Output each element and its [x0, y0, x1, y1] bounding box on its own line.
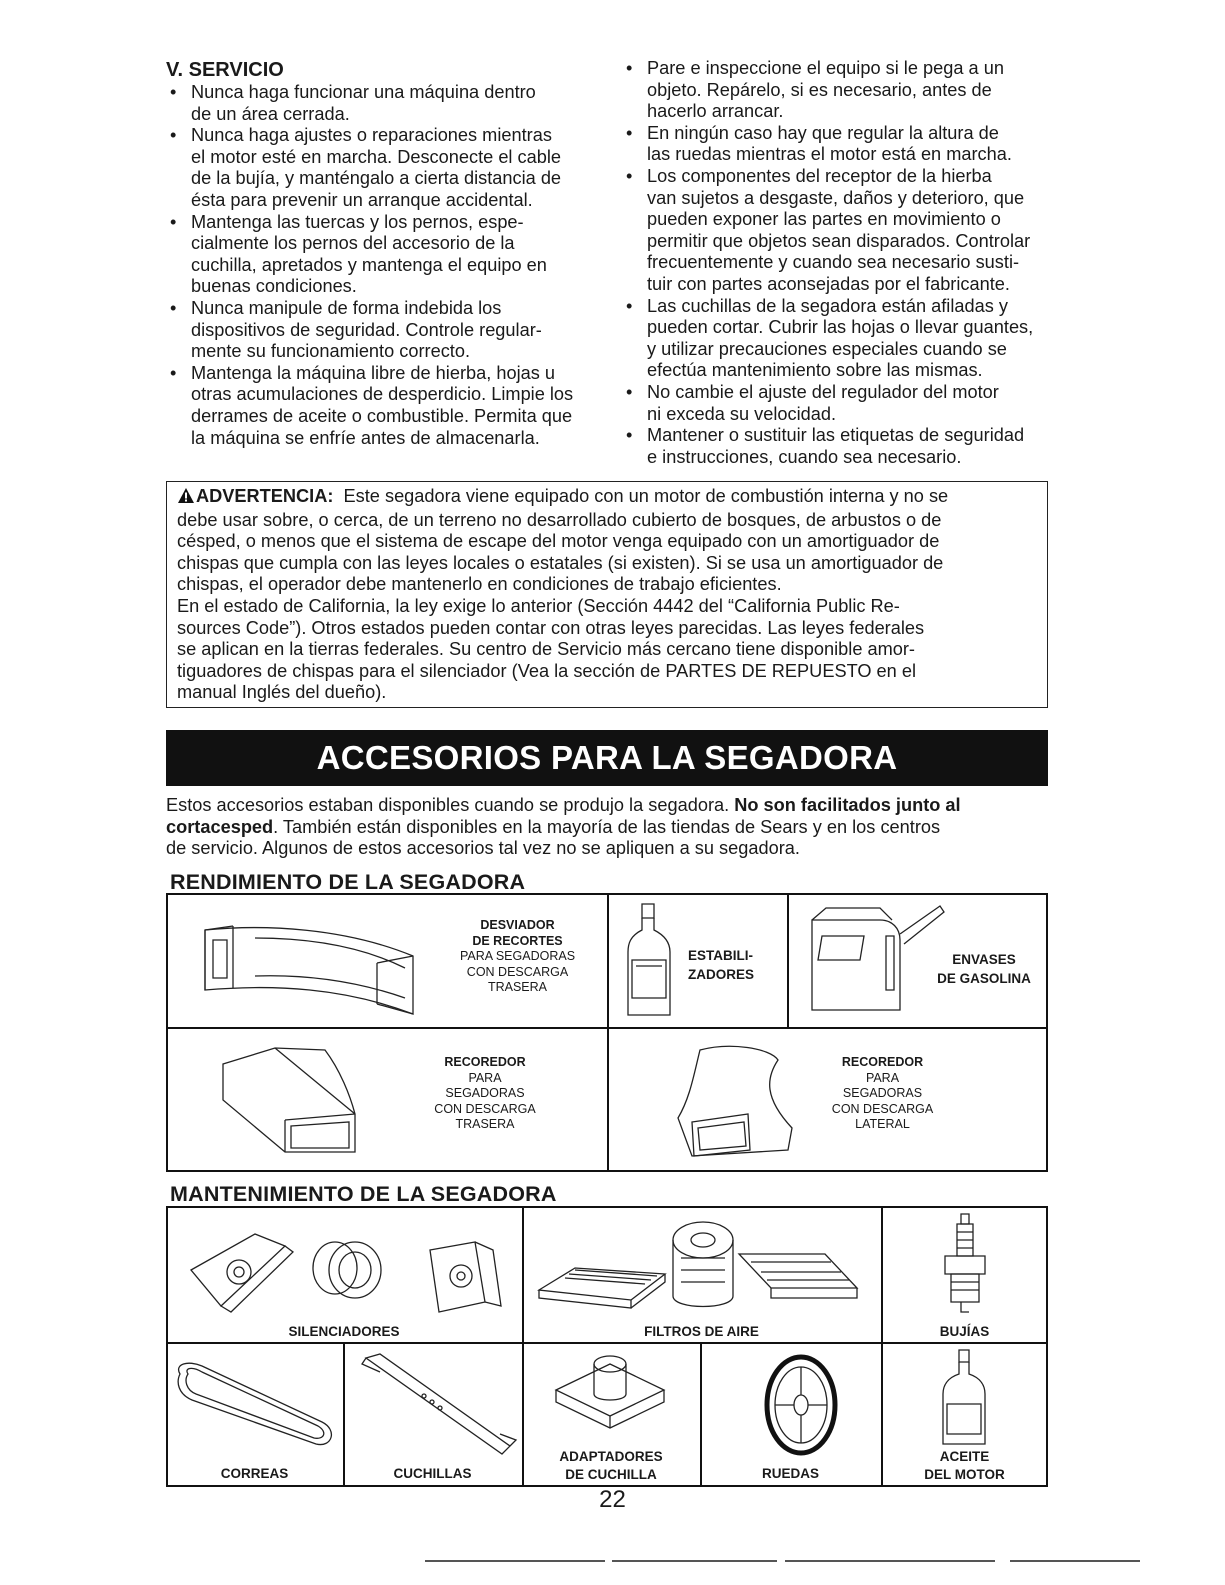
estabilizadores-caption: ESTABILI- ZADORES	[688, 948, 755, 982]
list-item: • Nunca manipule de forma indebida los dispositivos de seguridad. Controle regular- mente su funcionamiento correcto.	[166, 298, 606, 363]
list-item: • Pare e inspeccione el equipo si le pega a un objeto. Repárelo, si es necesario, antes de hacerlo arrancar.	[622, 58, 1052, 123]
warning-box	[166, 481, 1048, 708]
servicio-right-list	[622, 58, 1052, 468]
belt-illustration	[172, 1360, 337, 1450]
divider	[522, 1206, 524, 1487]
list-item: • Las cuchillas de la segadora están afiladas y pueden cortar. Cubrir las hojas o llevar guantes, y utilizar precauciones especiales cuando se efectúa mantenimiento sobre las mismas.	[622, 296, 1052, 382]
list-item: • Los componentes del receptor de la hierba van sujetos a desgaste, daños y deterioro, que pueden exponer las partes en movimiento o permitir que objetos sean disparados. Controlar frecuentemente y cuando sea necesario susti- tuir con partes aconsejadas por el fabricante.	[622, 166, 1052, 296]
rear-bagger-illustration	[215, 1040, 365, 1165]
discharge-deflector-illustration	[195, 918, 425, 1028]
servicio-left-column	[166, 58, 606, 449]
warning-line: se aplican en la tierras federales. Su centro de Servicio más cercano tiene disponible amor-	[177, 639, 915, 660]
air-filter-illustration	[535, 1218, 870, 1318]
filtros-label: FILTROS DE AIRE	[644, 1324, 759, 1339]
warning-line: debe usar sobre, o cerca, de un terreno no desarrollado cubierto de bosques, de arbustos o de	[177, 509, 942, 530]
accessories-banner: ACCESORIOS PARA LA SEGADORA	[166, 730, 1048, 786]
list-item: • Mantenga las tuercas y los pernos, espe- cialmente los pernos del accesorio de la cuchilla, apretados y mantenga el equipo en buenas condiciones.	[166, 212, 606, 298]
recoredor-lateral-caption: RECOREDOR PARA SEGADORAS CON DESCARGA LATERAL	[831, 1055, 934, 1131]
warning-line: manual Inglés del dueño).	[177, 682, 387, 703]
scan-artifact	[785, 1560, 995, 1562]
muffler-illustration	[185, 1220, 515, 1320]
cuchillas-label: CUCHILLAS	[393, 1466, 472, 1481]
correas-label: CORREAS	[220, 1466, 289, 1481]
envases-caption: ENVASES DE GASOLINA	[937, 952, 1031, 986]
list-item: • Mantenga la máquina libre de hierba, hojas u otras acumulaciones de desperdicio. Limpie los derrames de aceite o combustible. Permita que la máquina se enfríe antes de almacenarla.	[166, 363, 606, 449]
warning-heading: ADVERTENCIA:	[196, 486, 334, 506]
warning-line: chispas, el operador debe mantenerlo en condiciones de trabajo eficientes.	[177, 574, 782, 595]
bujias-label: BUJÍAS	[939, 1324, 990, 1339]
scan-artifact	[1010, 1560, 1140, 1562]
aceite-caption: ACEITE DEL MOTOR	[924, 1449, 1005, 1482]
list-item: • Mantener o sustituir las etiquetas de seguridad e instrucciones, cuando sea necesario.	[622, 425, 1052, 468]
warning-line: sources Code”). Otros estados pueden contar con otras leyes parecidas. Las leyes federales	[177, 617, 925, 638]
recoredor-trasera-caption: RECOREDOR PARA SEGADORAS CON DESCARGA TRASERA	[434, 1055, 536, 1131]
servicio-right-column	[622, 58, 1052, 468]
warning-line: ADVERTENCIA: Este segadora viene equipado con un motor de combustión interna y no se	[177, 486, 1037, 510]
scan-artifact	[612, 1560, 777, 1562]
page-number: 22	[599, 1486, 626, 1513]
stabilizer-bottle-illustration	[620, 900, 680, 1020]
divider	[166, 1342, 1048, 1344]
divider	[881, 1206, 883, 1487]
blade-illustration	[360, 1350, 520, 1460]
warning-line: tiguadores de chispas para el silenciador (Vea la sección de PARTES DE REPUESTO en el	[177, 660, 916, 681]
list-item: • No cambie el ajuste del regulador del motor ni exceda su velocidad.	[622, 382, 1052, 425]
mantenimiento-title: MANTENIMIENTO DE LA SEGADORA	[170, 1182, 557, 1206]
side-bagger-illustration	[670, 1038, 800, 1163]
warning-line: césped, o menos que el sistema de escape del motor venga equipado con un amortiguador de	[177, 531, 940, 552]
wheel-illustration	[755, 1350, 845, 1460]
ruedas-label: RUEDAS	[761, 1466, 819, 1481]
rendimiento-title: RENDIMIENTO DE LA SEGADORA	[170, 870, 526, 894]
list-item: • En ningún caso hay que regular la altura de las ruedas mientras el motor está en marcha.	[622, 123, 1052, 166]
warning-line: En el estado de California, la ley exige lo anterior (Sección 4442 del “California Public Re-	[177, 595, 900, 616]
desviador-caption: DESVIADOR DE RECORTES PARA SEGADORAS CON DESCARGA TRASERA	[459, 918, 576, 994]
servicio-left-list	[166, 82, 606, 449]
divider	[607, 893, 609, 1172]
silenciadores-label: SILENCIADORES	[288, 1324, 400, 1339]
list-item: • Nunca haga funcionar una máquina dentro de un área cerrada.	[166, 82, 606, 125]
warning-line: chispas que cumpla con las leyes locales o estatales (si existen). Si se usa un amortiguador de	[177, 552, 944, 573]
adaptadores-caption: ADAPTADORES DE CUCHILLA	[559, 1449, 663, 1482]
accessories-intro: Estos accesorios estaban disponibles cuando se produjo la segadora. No son facilitados junto al cortacesped. También están disponibles en la mayoría de las tiendas de Sears y en los centros de servicio. Algunos de estos accesorios tal vez no se apliquen a su segadora.	[166, 795, 961, 859]
blade-adapter-illustration	[550, 1350, 670, 1440]
servicio-title: V. SERVICIO	[166, 59, 284, 81]
list-item: • Nunca haga ajustes o reparaciones mientras el motor esté en marcha. Desconecte el cable de la bujía, y manténgalo a cierta distancia de ésta para prevenir un arranque accidental.	[166, 125, 606, 211]
oil-bottle-illustration	[935, 1348, 995, 1448]
spark-plug-illustration	[935, 1212, 995, 1322]
divider	[787, 893, 789, 1028]
warning-triangle-icon	[177, 487, 195, 510]
scan-artifact	[425, 1560, 605, 1562]
